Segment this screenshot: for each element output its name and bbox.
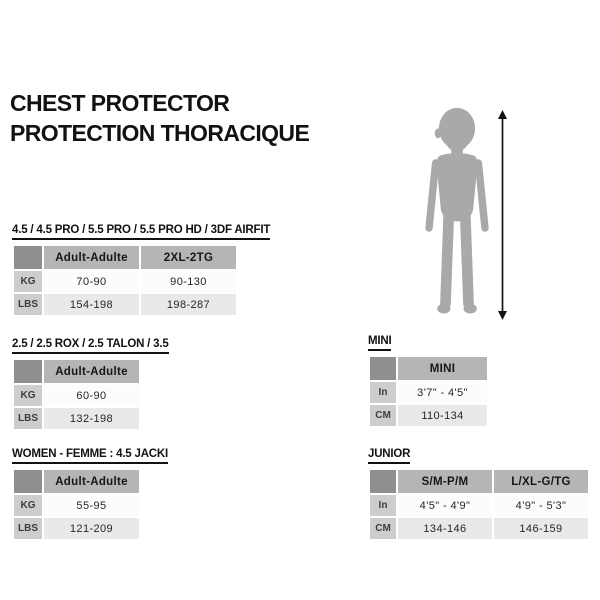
child-height-silhouette-icon (415, 107, 499, 321)
row-label: LBS (14, 294, 42, 315)
row-label: In (370, 382, 396, 403)
row-label: In (370, 495, 396, 516)
size-table (12, 244, 238, 317)
table-row (370, 405, 487, 426)
table-row (14, 385, 139, 406)
vertical-double-arrow-icon (496, 110, 509, 320)
table-heading: WOMEN - FEMME : 4.5 JACKI (12, 448, 168, 464)
cell-value: 3'7" - 4'5" (398, 382, 487, 403)
corner-cell (14, 246, 42, 269)
row-label: CM (370, 405, 396, 426)
corner-cell (14, 470, 42, 493)
row-label: LBS (14, 518, 42, 539)
cell-value: 146-159 (494, 518, 588, 539)
column-header: 2XL-2TG (141, 246, 236, 269)
size-table-mini (368, 331, 489, 428)
table-heading: 4.5 / 4.5 PRO / 5.5 PRO / 5.5 PRO HD / 3DF AIRFIT (12, 224, 270, 240)
size-table (12, 468, 141, 541)
table-row (14, 271, 236, 292)
cell-value: 154-198 (44, 294, 139, 315)
cell-value: 198-287 (141, 294, 236, 315)
corner-cell (370, 357, 396, 380)
table-row (370, 495, 588, 516)
cell-value: 132-198 (44, 408, 139, 429)
cell-value: 4'5" - 4'9" (398, 495, 492, 516)
column-header: Adult-Adulte (44, 470, 139, 493)
corner-cell (14, 360, 42, 383)
column-header: S/M-P/M (398, 470, 492, 493)
cell-value: 110-134 (398, 405, 487, 426)
size-table-women-jacki (12, 444, 168, 541)
row-label: KG (14, 495, 42, 516)
column-header: L/XL-G/TG (494, 470, 588, 493)
child-height-figure (415, 107, 499, 326)
corner-cell (370, 470, 396, 493)
cell-value: 90-130 (141, 271, 236, 292)
row-label: LBS (14, 408, 42, 429)
column-header: Adult-Adulte (44, 360, 139, 383)
row-label: KG (14, 385, 42, 406)
page-title-en: CHEST PROTECTOR (10, 90, 230, 116)
table-row (370, 518, 588, 539)
cell-value: 134-146 (398, 518, 492, 539)
row-label: CM (370, 518, 396, 539)
cell-value: 55-95 (44, 495, 139, 516)
page-title (10, 88, 309, 148)
table-heading: MINI (368, 335, 391, 351)
table-row (14, 408, 139, 429)
table-row (370, 382, 487, 403)
table-row (14, 518, 139, 539)
size-table-45-airfit (12, 220, 270, 317)
table-row (14, 294, 236, 315)
column-header: Adult-Adulte (44, 246, 139, 269)
height-measure-arrow (496, 110, 509, 325)
size-table-junior (368, 444, 590, 541)
column-header: MINI (398, 357, 487, 380)
size-table-25-talon (12, 334, 169, 431)
cell-value: 70-90 (44, 271, 139, 292)
page-title-fr: PROTECTION THORACIQUE (10, 120, 310, 146)
size-table (368, 468, 590, 541)
table-heading: JUNIOR (368, 448, 410, 464)
table-row (14, 495, 139, 516)
row-label: KG (14, 271, 42, 292)
cell-value: 4'9" - 5'3" (494, 495, 588, 516)
size-table (368, 355, 489, 428)
cell-value: 60-90 (44, 385, 139, 406)
cell-value: 121-209 (44, 518, 139, 539)
size-table (12, 358, 141, 431)
table-heading: 2.5 / 2.5 ROX / 2.5 TALON / 3.5 (12, 338, 169, 354)
